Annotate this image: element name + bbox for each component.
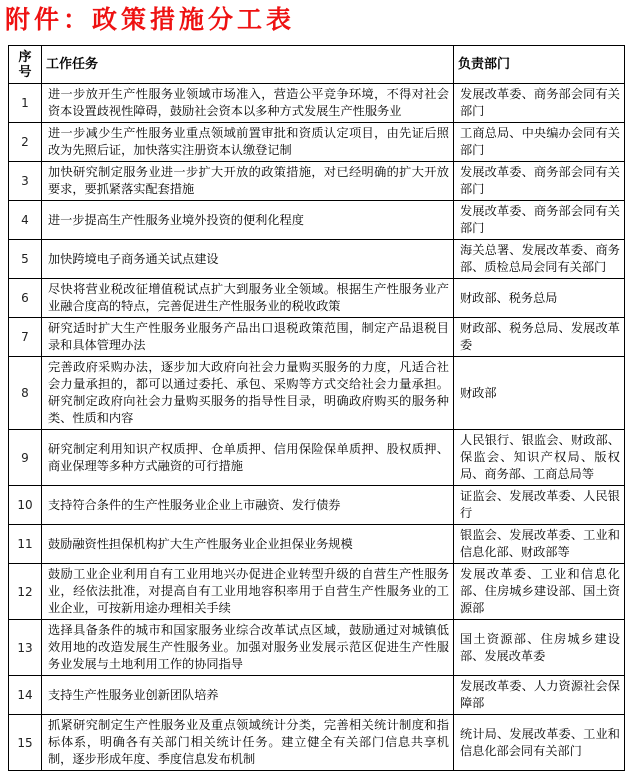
cell-work-task: 鼓励融资性担保机构扩大生产性服务业企业担保业务规模 <box>42 525 454 564</box>
table-row <box>9 525 625 564</box>
cell-work-task: 支持符合条件的生产性服务业企业上市融资、发行债券 <box>42 486 454 525</box>
page-title: 附件：政策措施分工表 <box>5 5 296 34</box>
table-row <box>9 715 625 771</box>
cell-sequence-number: 13 <box>9 620 42 676</box>
table-row <box>9 162 625 201</box>
table-row <box>9 357 625 430</box>
column-header-seq <box>9 46 42 84</box>
cell-work-task: 进一步提高生产性服务业境外投资的便利化程度 <box>42 201 454 240</box>
cell-responsible-department: 发展改革委、工业和信息化部、住房城乡建设部、国土资源部 <box>454 564 625 620</box>
cell-sequence-number: 4 <box>9 201 42 240</box>
cell-work-task: 研究适时扩大生产性服务业服务产品出口退税政策范围，制定产品退税目录和具体管理办法 <box>42 318 454 357</box>
cell-responsible-department: 发展改革委、商务部会同有关部门 <box>454 201 625 240</box>
table-header <box>9 46 625 84</box>
cell-work-task: 研究制定利用知识产权质押、仓单质押、信用保险保单质押、股权质押、商业保理等多种方式融资的可行措施 <box>42 430 454 486</box>
table-row <box>9 240 625 279</box>
cell-sequence-number: 10 <box>9 486 42 525</box>
cell-responsible-department: 证监会、发展改革委、人民银行 <box>454 486 625 525</box>
cell-responsible-department: 海关总署、发展改革委、商务部、质检总局会同有关部门 <box>454 240 625 279</box>
cell-work-task: 支持生产性服务业创新团队培养 <box>42 676 454 715</box>
cell-responsible-department: 国土资源部、住房城乡建设部、发展改革委 <box>454 620 625 676</box>
cell-responsible-department: 财政部、税务总局、发展改革委 <box>454 318 625 357</box>
cell-responsible-department: 财政部、税务总局 <box>454 279 625 318</box>
table-row <box>9 620 625 676</box>
cell-responsible-department: 统计局、发展改革委、工业和信息化部会同有关部门 <box>454 715 625 771</box>
column-header-dept: 负责部门 <box>454 46 625 84</box>
cell-sequence-number: 14 <box>9 676 42 715</box>
cell-work-task: 进一步减少生产性服务业重点领域前置审批和资质认定项目，由先证后照改为先照后证，加快落实注册资本认缴登记制 <box>42 123 454 162</box>
cell-sequence-number: 15 <box>9 715 42 771</box>
cell-sequence-number: 6 <box>9 279 42 318</box>
cell-responsible-department: 发展改革委、商务部会同有关部门 <box>454 162 625 201</box>
cell-sequence-number: 1 <box>9 84 42 123</box>
cell-work-task: 鼓励工业企业利用自有工业用地兴办促进企业转型升级的自营生产性服务业，经依法批准，对提高自有工业用地容积率用于自营生产性服务业的工业企业，可按新用途办理相关手续 <box>42 564 454 620</box>
cell-sequence-number: 12 <box>9 564 42 620</box>
cell-sequence-number: 8 <box>9 357 42 430</box>
cell-responsible-department: 发展改革委、人力资源社会保障部 <box>454 676 625 715</box>
cell-work-task: 加快研究制定服务业进一步扩大开放的政策措施，对已经明确的扩大开放要求，要抓紧落实配套措施 <box>42 162 454 201</box>
cell-sequence-number: 11 <box>9 525 42 564</box>
cell-responsible-department: 银监会、发展改革委、工业和信息化部、财政部等 <box>454 525 625 564</box>
cell-work-task: 进一步放开生产性服务业领域市场准入，营造公平竞争环境，不得对社会资本设置歧视性障碍，鼓励社会资本以多种方式发展生产性服务业 <box>42 84 454 123</box>
table-row <box>9 564 625 620</box>
cell-responsible-department: 财政部 <box>454 357 625 430</box>
table-row <box>9 279 625 318</box>
table-row <box>9 430 625 486</box>
cell-responsible-department: 发展改革委、商务部会同有关部门 <box>454 84 625 123</box>
table-row <box>9 201 625 240</box>
table-row <box>9 318 625 357</box>
cell-work-task: 尽快将营业税改征增值税试点扩大到服务业全领域。根据生产性服务业产业融合度高的特点，完善促进生产性服务业的税收政策 <box>42 279 454 318</box>
cell-work-task: 抓紧研究制定生产性服务业及重点领域统计分类，完善相关统计制度和指标体系，明确各有关部门相关统计任务。建立健全有关部门信息共享机制，逐步形成年度、季度信息发布机制 <box>42 715 454 771</box>
table-body <box>9 84 625 771</box>
table-row <box>9 123 625 162</box>
column-header-seq-line1: 序 <box>18 49 32 65</box>
table-header-row <box>9 46 625 84</box>
cell-sequence-number: 9 <box>9 430 42 486</box>
table-row <box>9 486 625 525</box>
column-header-task: 工作任务 <box>42 46 454 84</box>
policy-assignment-table <box>8 45 625 771</box>
cell-sequence-number: 7 <box>9 318 42 357</box>
cell-work-task: 选择具备条件的城市和国家服务业综合改革试点区域，鼓励通过对城镇低效用地的改造发展生产性服务业。加强对服务业发展示范区促进生产性服务业发展与土地利用工作的协同指导 <box>42 620 454 676</box>
cell-responsible-department: 人民银行、银监会、财政部、保监会、知识产权局、版权局、商务部、工商总局等 <box>454 430 625 486</box>
table-row <box>9 676 625 715</box>
column-header-seq-line2: 号 <box>18 64 32 80</box>
table-row <box>9 84 625 123</box>
cell-work-task: 加快跨境电子商务通关试点建设 <box>42 240 454 279</box>
policy-table-container <box>8 45 624 771</box>
cell-sequence-number: 3 <box>9 162 42 201</box>
cell-sequence-number: 5 <box>9 240 42 279</box>
cell-sequence-number: 2 <box>9 123 42 162</box>
cell-work-task: 完善政府采购办法，逐步加大政府向社会力量购买服务的力度，凡适合社会力量承担的，都可以通过委托、承包、采购等方式交给社会力量承担。研究制定政府向社会力量购买服务的指导性目录，明确政府购买的服务种类、性质和内容 <box>42 357 454 430</box>
cell-responsible-department: 工商总局、中央编办会同有关部门 <box>454 123 625 162</box>
